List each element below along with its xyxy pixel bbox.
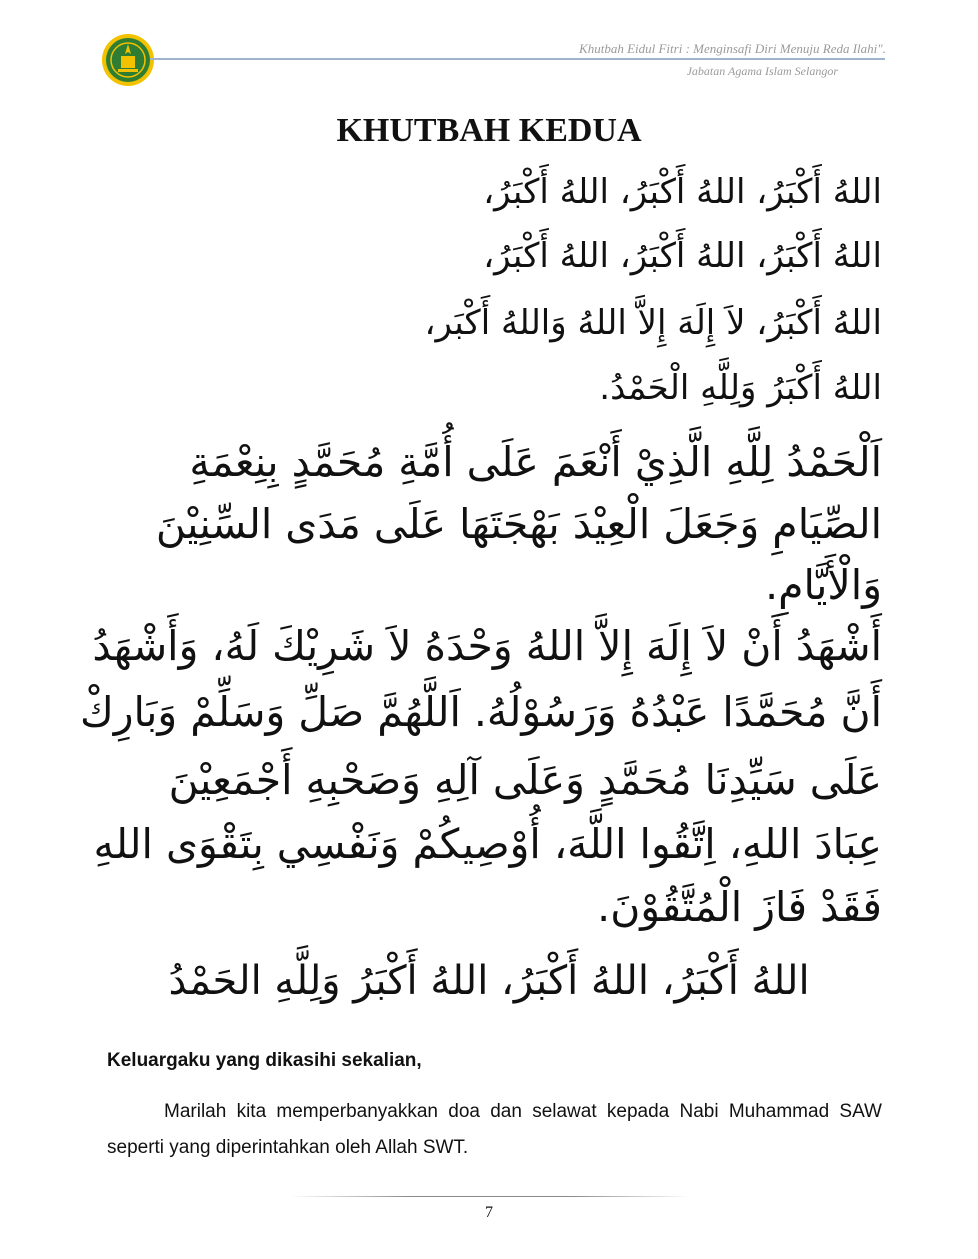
greeting-heading: Keluargaku yang dikasihi sekalian, bbox=[107, 1050, 422, 1071]
footer-divider bbox=[290, 1196, 690, 1197]
body-paragraph: Marilah kita memperbanyakkan doa dan selawat kepada Nabi Muhammad SAW seperti yang diperintahkan oleh Allah SWT. bbox=[107, 1101, 882, 1158]
takbir-line: اللهُ أَكْبَرُ، اللهُ أَكْبَرُ، اللهُ أَكْبَرُ، bbox=[483, 236, 882, 276]
page-number: 7 bbox=[485, 1204, 493, 1221]
arabic-line: وَالْأَيَّامِ. bbox=[765, 561, 882, 609]
arabic-line: أَشْهَدُ أَنْ لاَ إِلَهَ إِلاَّ اللهُ وَحْدَهُ لاَ شَرِيْكَ لَهُ، وَأَشْهَدُ bbox=[92, 622, 882, 670]
page-title: KHUTBAH KEDUA bbox=[336, 112, 642, 149]
arabic-line: فَقَدْ فَازَ الْمُتَّقُوْنَ. bbox=[597, 883, 882, 931]
takbir-line: اللهُ أَكْبَرُ، لاَ إِلَهَ إِلاَّ اللهُ وَاللهُ أَكْبَر، bbox=[424, 303, 882, 343]
takbir-line: اللهُ أَكْبَرُ وَلِلَّهِ الْحَمْدُ. bbox=[599, 368, 882, 408]
arabic-line: عَلَى سَيِّدِنَا مُحَمَّدٍ وَعَلَى آلِهِ وَصَحْبِهِ أَجْمَعِيْنَ bbox=[168, 756, 882, 804]
arabic-line: اَلْحَمْدُ لِلَّهِ الَّذِيْ أَنْعَمَ عَلَى أُمَّةِ مُحَمَّدٍ بِنِعْمَةِ bbox=[189, 438, 882, 486]
closing-takbir: اللهُ أَكْبَرُ، اللهُ أَكْبَرُ، اللهُ أَكْبَرُ وَلِلَّهِ الحَمْدُ bbox=[168, 958, 810, 1004]
arabic-line: الصِّيَامِ وَجَعَلَ الْعِيْدَ بَهْجَتَهَا عَلَى مَدَى السِّنِيْنَ bbox=[155, 500, 882, 548]
header-subtitle: Khutbah Eidul Fitri : Menginsafi Diri Menuju Reda Ilahi". bbox=[579, 41, 886, 56]
jais-logo bbox=[100, 32, 156, 88]
arabic-line: أَنَّ مُحَمَّدًا عَبْدُهُ وَرَسُوْلُهُ. اَللَّهُمَّ صَلِّ وَسَلِّمْ وَبَارِكْ bbox=[79, 688, 882, 736]
arabic-line: عِبَادَ اللهِ، اِتَّقُوا اللَّهَ، أُوْصِيكُمْ وَنَفْسِي بِتَقْوَى اللهِ bbox=[93, 820, 882, 868]
header-divider bbox=[150, 58, 885, 60]
header-organization: Jabatan Agama Islam Selangor bbox=[686, 64, 838, 78]
takbir-line: اللهُ أَكْبَرُ، اللهُ أَكْبَرُ، اللهُ أَكْبَرُ، bbox=[483, 172, 882, 212]
